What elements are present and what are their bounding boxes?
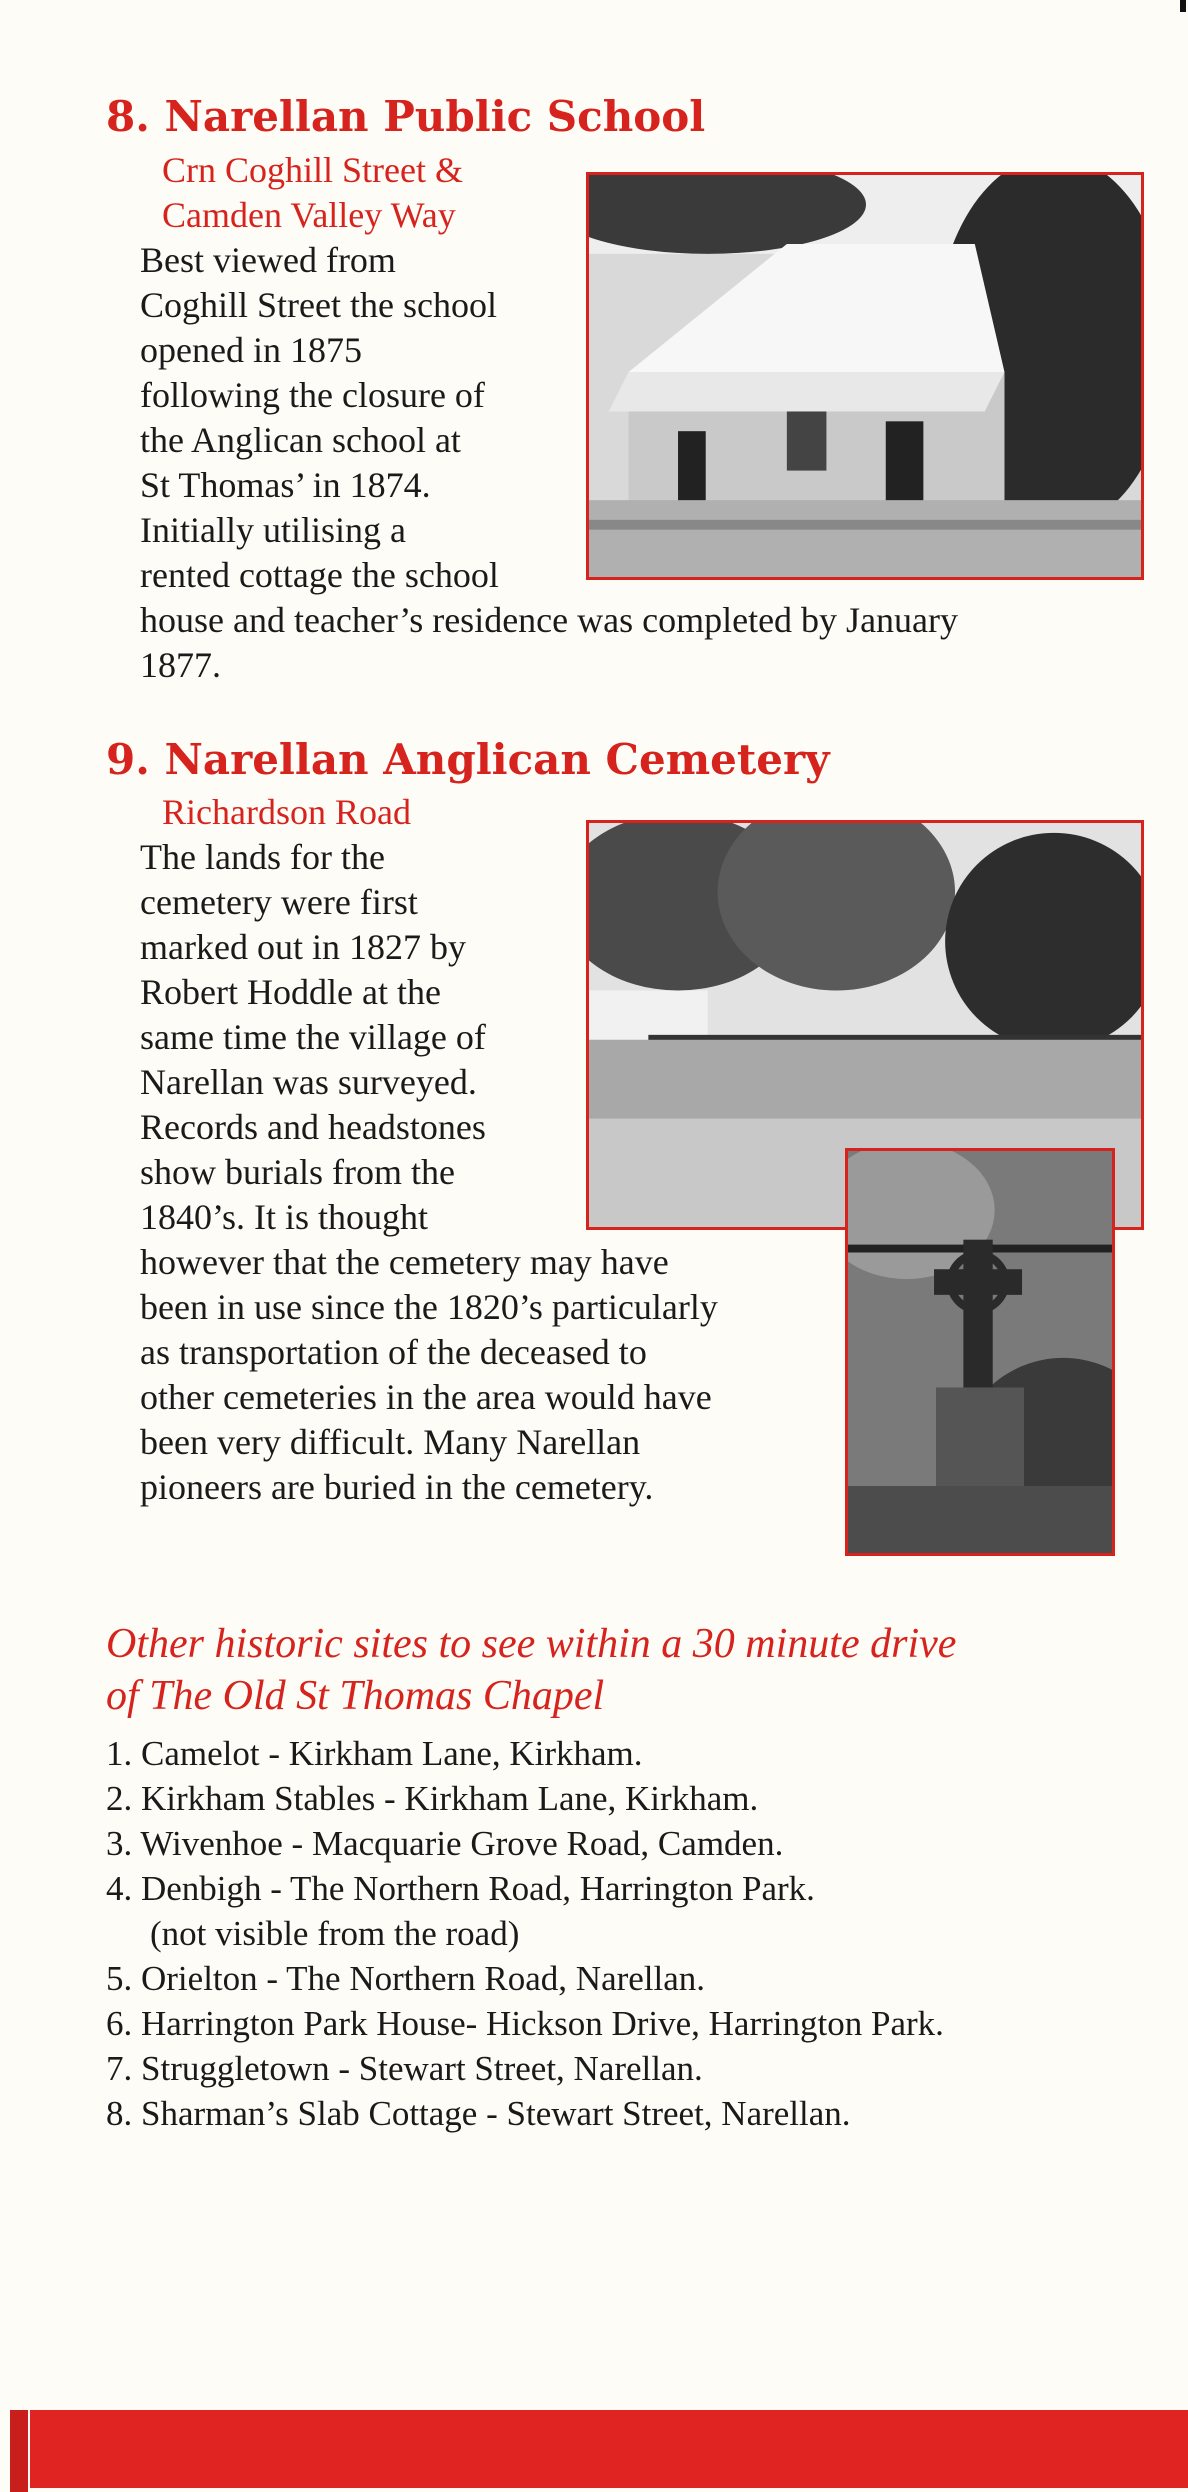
- site-item: 1. Camelot - Kirkham Lane, Kirkham.: [106, 1734, 643, 1773]
- school-house-photo: [586, 172, 1144, 580]
- corner-mark: [1180, 0, 1186, 12]
- site-item: 5. Orielton - The Northern Road, Narellan.: [106, 1959, 706, 1998]
- section-9-body-line: The lands for the: [140, 837, 385, 877]
- section-8-body-line: rented cottage the school: [140, 555, 499, 595]
- footer-bar: [30, 2410, 1188, 2488]
- section-9-body-line: other cemeteries in the area would have: [140, 1377, 712, 1417]
- section-8-body-line: opened in 1875: [140, 330, 362, 370]
- section-9-body-line: as transportation of the deceased to: [140, 1332, 647, 1372]
- section-8-address-line: Crn Coghill Street &: [162, 150, 463, 190]
- site-item: 6. Harrington Park House- Hickson Drive, Harrington Park.: [106, 2004, 944, 2043]
- section-8-body-line: following the closure of: [140, 375, 485, 415]
- section-9-body-line: been in use since the 1820’s particularly: [140, 1287, 718, 1327]
- site-item-text: 4. Denbigh - The Northern Road, Harrington Park.: [106, 1869, 815, 1908]
- section-9-body-line: Narellan was surveyed.: [140, 1062, 477, 1102]
- section-8-body-line: St Thomas’ in 1874.: [140, 465, 431, 505]
- section-9-body-line: same time the village of: [140, 1017, 486, 1057]
- section-8-body-line: 1877.: [140, 645, 221, 685]
- section-9-body-line: Records and headstones: [140, 1107, 486, 1147]
- site-item-note: (not visible from the road): [150, 1914, 520, 1953]
- section-8-address: [162, 148, 463, 238]
- section-9-body-line: been very difficult. Many Narellan: [140, 1422, 641, 1462]
- school-house-illustration: [589, 175, 1141, 577]
- site-item: 8. Sharman’s Slab Cottage - Stewart Street, Narellan.: [106, 2094, 851, 2133]
- celtic-cross-illustration: [848, 1151, 1112, 1553]
- celtic-cross-photo: [845, 1148, 1115, 1556]
- section-9-body-line: cemetery were first: [140, 882, 418, 922]
- section-9-body-line: however that the cemetery may have: [140, 1242, 669, 1282]
- section-9-title: 9. Narellan Anglican Cemetery: [106, 735, 830, 784]
- site-item: [106, 1866, 1146, 1956]
- section-9-body-line: show burials from the: [140, 1152, 455, 1192]
- section-8-address-line: Camden Valley Way: [162, 195, 456, 235]
- section-9-body-line: Robert Hoddle at the: [140, 972, 441, 1012]
- section-8-body-line: the Anglican school at: [140, 420, 461, 460]
- footer-edge-mark: [0, 2400, 30, 2492]
- site-item: 7. Struggletown - Stewart Street, Narellan.: [106, 2049, 703, 2088]
- section-8-title: 8. Narellan Public School: [106, 92, 706, 141]
- section-8-body-line: Coghill Street the school: [140, 285, 497, 325]
- other-sites-list: [106, 1731, 1146, 2136]
- other-sites-heading-line: Other historic sites to see within a 30 minute drive: [106, 1621, 957, 1667]
- section-9-address: [162, 790, 411, 835]
- site-item: 2. Kirkham Stables - Kirkham Lane, Kirkham.: [106, 1779, 759, 1818]
- site-item: 3. Wivenhoe - Macquarie Grove Road, Camden.: [106, 1824, 784, 1863]
- other-sites-heading-line: of The Old St Thomas Chapel: [106, 1673, 605, 1719]
- other-sites-heading: [106, 1618, 956, 1722]
- section-9-body-line: 1840’s. It is thought: [140, 1197, 429, 1237]
- section-8-body-line: Initially utilising a: [140, 510, 406, 550]
- section-8-body-line: Best viewed from: [140, 240, 396, 280]
- section-9-body-line: pioneers are buried in the cemetery.: [140, 1467, 654, 1507]
- section-8-body-line: house and teacher’s residence was completed by January: [140, 600, 959, 640]
- section-9-body-line: marked out in 1827 by: [140, 927, 466, 967]
- section-9-address-line: Richardson Road: [162, 792, 411, 832]
